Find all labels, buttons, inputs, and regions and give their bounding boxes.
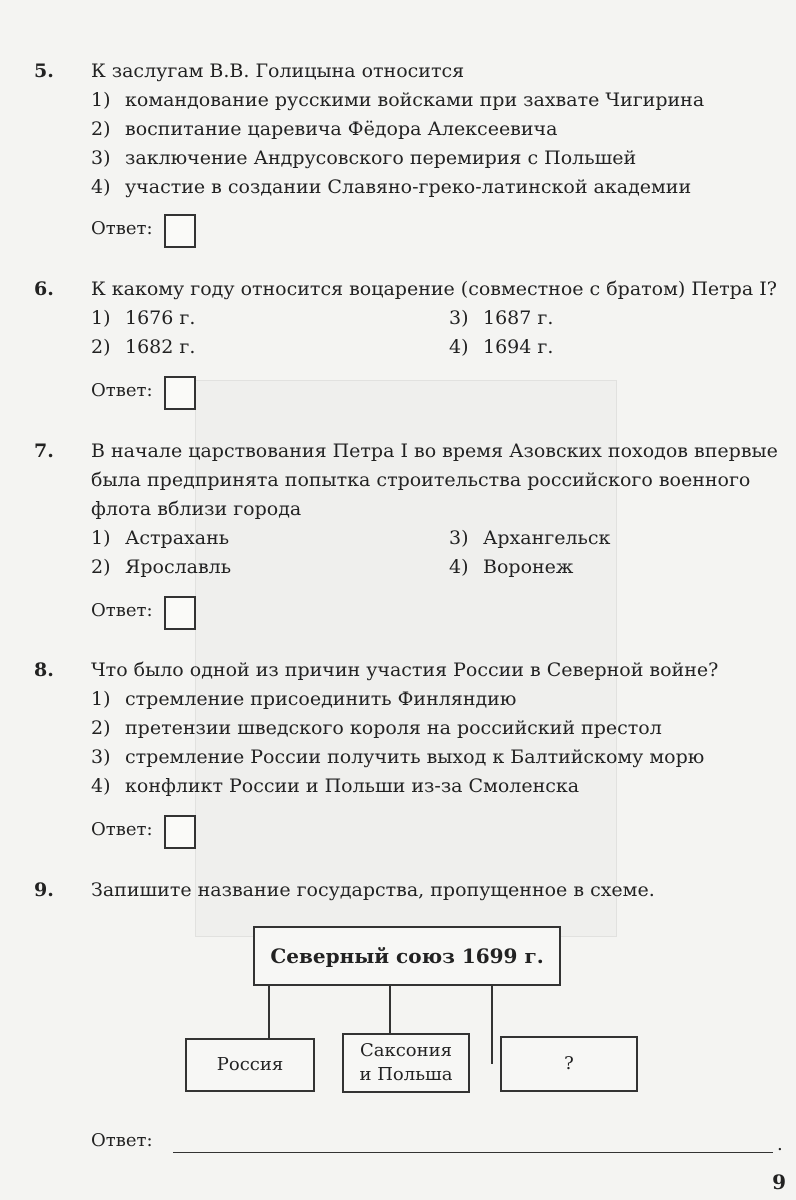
question-stem-line-2: была предпринята попытка строительства российского военного [91,469,751,491]
answer-line[interactable] [173,1152,773,1153]
answer-label: Ответ: [91,218,153,239]
option-1: 1) стремление присоединить Финляндию [91,688,517,710]
scheme-label-missing: ? [564,1053,574,1074]
answer-box[interactable] [164,815,196,849]
question-number: 8. [34,659,54,681]
scheme-label-line-2: и Польша [359,1064,453,1085]
scheme-root-label: Северный союз 1699 г. [270,944,544,968]
question-number: 6. [34,278,54,300]
scheme-label-saxony-poland [360,1039,453,1087]
answer-label: Ответ: [91,819,153,840]
option-4: 4) участие в создании Славяно-греко-латинской академии [91,176,692,198]
option-2: 2) воспитание царевича Фёдора Алексеевича [91,118,558,140]
scheme-box-russia [185,1038,315,1092]
scheme-label-russia: Россия [216,1054,284,1075]
question-number: 9. [34,879,54,901]
answer-label: Ответ: [91,600,153,621]
option-3: 3) 1687 г. [449,307,554,329]
option-2: 2) Ярославль [91,556,232,578]
option-2: 2) 1682 г. [91,336,196,358]
connector-left [268,984,270,1040]
option-4: 4) 1694 г. [449,336,554,358]
answer-line-end: . [777,1134,783,1155]
question-stem: Что было одной из причин участия России в Северной войне? [91,659,719,681]
question-stem: Запишите название государства, пропущенное в схеме. [91,879,655,901]
scheme-label-line-1: Саксония [359,1040,452,1061]
option-2: 2) претензии шведского короля на российский престол [91,717,662,739]
option-4: 4) Воронеж [449,556,574,578]
answer-label: Ответ: [91,1130,153,1151]
question-number: 7. [34,440,54,462]
option-3: 3) заключение Андрусовского перемирия с Польшей [91,147,637,169]
answer-box[interactable] [164,214,196,248]
answer-box[interactable] [164,376,196,410]
option-4: 4) конфликт России и Польши из-за Смоленска [91,775,580,797]
scheme-box-saxony-poland [342,1033,470,1093]
connector-right [491,984,493,1064]
option-3: 3) стремление России получить выход к Балтийскому морю [91,746,705,768]
question-stem: К заслугам В.В. Голицына относится [91,60,465,82]
question-stem-line-1: В начале царствования Петра I во время Азовских походов впервые [91,440,778,462]
connector-middle [389,984,391,1034]
question-stem: К какому году относится воцарение (совместное с братом) Петра I? [91,278,777,300]
option-1: 1) командование русскими войсками при захвате Чигирина [91,89,705,111]
page-number: 9 [772,1170,786,1194]
question-number: 5. [34,60,54,82]
answer-box[interactable] [164,596,196,630]
scheme-box-missing[interactable] [500,1036,638,1092]
question-stem-line-3: флота вблизи города [91,498,302,520]
answer-label: Ответ: [91,380,153,401]
option-1: 1) 1676 г. [91,307,196,329]
answer-9 [91,1130,783,1155]
option-1: 1) Астрахань [91,527,230,549]
option-3: 3) Архангельск [449,527,611,549]
